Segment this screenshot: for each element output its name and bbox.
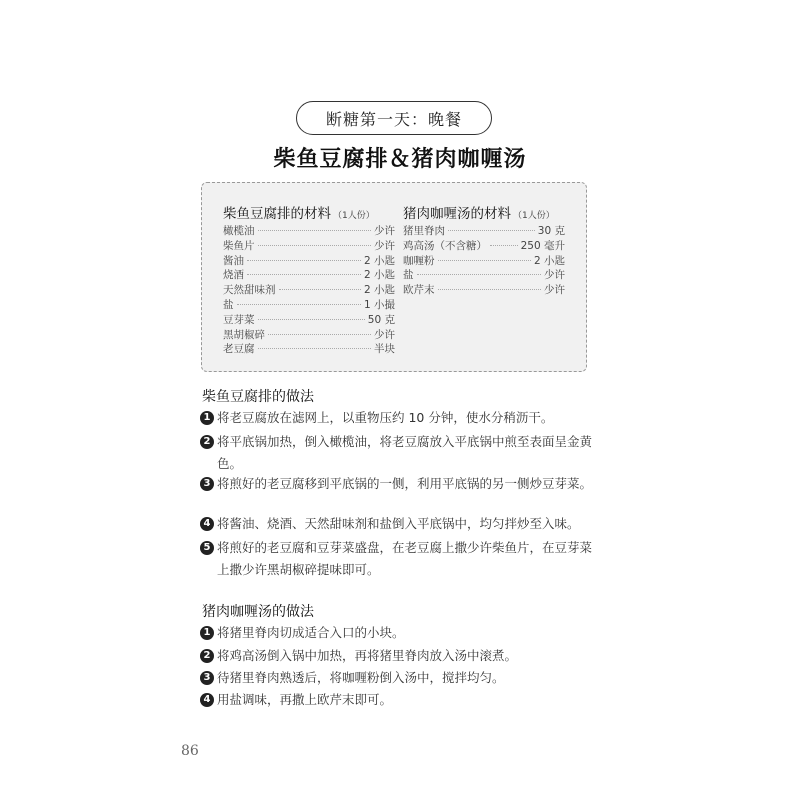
- ingredient-name: 黑胡椒碎: [223, 328, 265, 341]
- leader-dots: [247, 274, 361, 275]
- ingredients-left-heading: 柴鱼豆腐排的材料: [223, 206, 331, 222]
- ingredient-name: 天然甜味剂: [223, 284, 276, 297]
- ingredients-right-title: [403, 202, 565, 224]
- ingredient-amount: 2 小匙: [363, 269, 395, 282]
- ingredient-row: [223, 328, 395, 343]
- step-text: 待猪里脊肉熟透后，将咖喱粉倒入汤中，搅拌均匀。: [217, 670, 505, 685]
- ingredient-name: 橄榄油: [223, 225, 255, 237]
- ingredients-box: [201, 182, 587, 372]
- ingredient-amount: 50 克: [367, 313, 395, 326]
- step-number: 5: [200, 541, 214, 555]
- leader-dots: [438, 289, 542, 290]
- step-number: 1: [200, 411, 214, 425]
- ingredient-name: 鸡高汤（不含糖）: [403, 239, 487, 252]
- leader-dots: [258, 319, 365, 320]
- ingredient-name: 欧芹末: [403, 284, 435, 297]
- ingredient-amount: 250 毫升: [520, 239, 565, 252]
- step-number: 3: [200, 671, 214, 685]
- step-text: 将平底锅加热，倒入橄榄油，将老豆腐放入平底锅中煎至表面呈金黄色。: [217, 434, 593, 471]
- ingredient-row: [403, 283, 565, 298]
- method1-step: [200, 537, 595, 581]
- ingredient-row: [403, 239, 565, 254]
- leader-dots: [237, 304, 361, 305]
- method2-step: [200, 645, 595, 667]
- ingredient-amount: 少许: [544, 284, 565, 297]
- ingredient-amount: 少许: [374, 225, 395, 237]
- ingredient-row: [223, 283, 395, 298]
- leader-dots: [268, 334, 371, 335]
- step-number: 2: [200, 649, 214, 663]
- ingredient-amount: 少许: [374, 328, 395, 341]
- ingredient-row: [223, 254, 395, 269]
- step-number: 4: [200, 517, 214, 531]
- method2-title: 猪肉咖喱汤的做法: [202, 604, 314, 620]
- ingredient-row: [403, 268, 565, 283]
- leader-dots: [490, 245, 518, 246]
- step-number: 4: [200, 693, 214, 707]
- ingredient-name: 盐: [223, 298, 234, 311]
- ingredient-amount: 1 小撮: [363, 298, 395, 311]
- page-number: 86: [181, 743, 199, 759]
- ingredient-amount: 半块: [374, 343, 395, 356]
- ingredient-row: [223, 224, 395, 239]
- method1-title: 柴鱼豆腐排的做法: [202, 389, 314, 405]
- ingredients-left-portion: （1人份）: [333, 211, 375, 221]
- leader-dots: [417, 274, 542, 275]
- ingredient-row: [223, 342, 395, 357]
- step-number: 1: [200, 626, 214, 640]
- step-text: 将老豆腐放在滤网上，以重物压约 10 分钟，使水分稍沥干。: [217, 410, 554, 425]
- leader-dots: [279, 289, 361, 290]
- ingredient-row: [403, 224, 565, 239]
- ingredient-name: 猪里脊肉: [403, 225, 445, 237]
- ingredient-amount: 30 克: [537, 225, 565, 237]
- ingredients-right-column: [403, 202, 565, 298]
- step-text: 将鸡高汤倒入锅中加热，再将猪里脊肉放入汤中滚煮。: [217, 648, 518, 663]
- ingredient-name: 柴鱼片: [223, 239, 255, 252]
- ingredient-row: [223, 268, 395, 283]
- meal-badge: 断糖第一天：晚餐: [296, 101, 492, 135]
- ingredient-name: 烧酒: [223, 269, 244, 282]
- ingredient-name: 老豆腐: [223, 343, 255, 356]
- method1-step: [200, 407, 595, 429]
- ingredient-name: 豆芽菜: [223, 313, 255, 326]
- step-number: 2: [200, 435, 214, 449]
- ingredient-row: [223, 239, 395, 254]
- ingredient-amount: 少许: [374, 239, 395, 252]
- ingredient-name: 咖喱粉: [403, 254, 435, 267]
- ingredient-amount: 2 小匙: [363, 284, 395, 297]
- step-text: 将煎好的老豆腐移到平底锅的一侧，利用平底锅的另一侧炒豆芽菜。: [217, 476, 593, 491]
- ingredients-right-heading: 猪肉咖喱汤的材料: [403, 206, 511, 222]
- method2-step: [200, 622, 595, 644]
- leader-dots: [258, 230, 372, 231]
- ingredient-row: [223, 298, 395, 313]
- leader-dots: [247, 260, 361, 261]
- step-text: 将酱油、烧酒、天然甜味剂和盐倒入平底锅中，均匀拌炒至入味。: [217, 516, 580, 531]
- ingredient-row: [403, 254, 565, 269]
- method1-step: [200, 431, 595, 475]
- method1-step: [200, 473, 595, 495]
- leader-dots: [258, 348, 372, 349]
- method2-step: [200, 689, 595, 711]
- ingredients-left-column: [223, 202, 395, 357]
- ingredient-row: [223, 313, 395, 328]
- method1-step: [200, 513, 595, 535]
- leader-dots: [448, 230, 535, 231]
- leader-dots: [438, 260, 531, 261]
- leader-dots: [258, 245, 372, 246]
- ingredient-name: 酱油: [223, 254, 244, 267]
- ingredient-name: 盐: [403, 269, 414, 282]
- ingredient-amount: 2 小匙: [363, 254, 395, 267]
- step-number: 3: [200, 477, 214, 491]
- step-text: 用盐调味，再撒上欧芹末即可。: [217, 692, 393, 707]
- ingredient-amount: 2 小匙: [533, 254, 565, 267]
- recipe-title: 柴鱼豆腐排＆猪肉咖喱汤: [273, 147, 527, 172]
- step-text: 将猪里脊肉切成适合入口的小块。: [217, 625, 405, 640]
- ingredients-left-title: [223, 202, 395, 224]
- ingredients-right-portion: （1人份）: [513, 211, 555, 221]
- step-text: 将煎好的老豆腐和豆芽菜盛盘，在老豆腐上撒少许柴鱼片，在豆芽菜上撒少许黑胡椒碎提味即可。: [217, 540, 593, 577]
- ingredient-amount: 少许: [544, 269, 565, 282]
- method2-step: [200, 667, 595, 689]
